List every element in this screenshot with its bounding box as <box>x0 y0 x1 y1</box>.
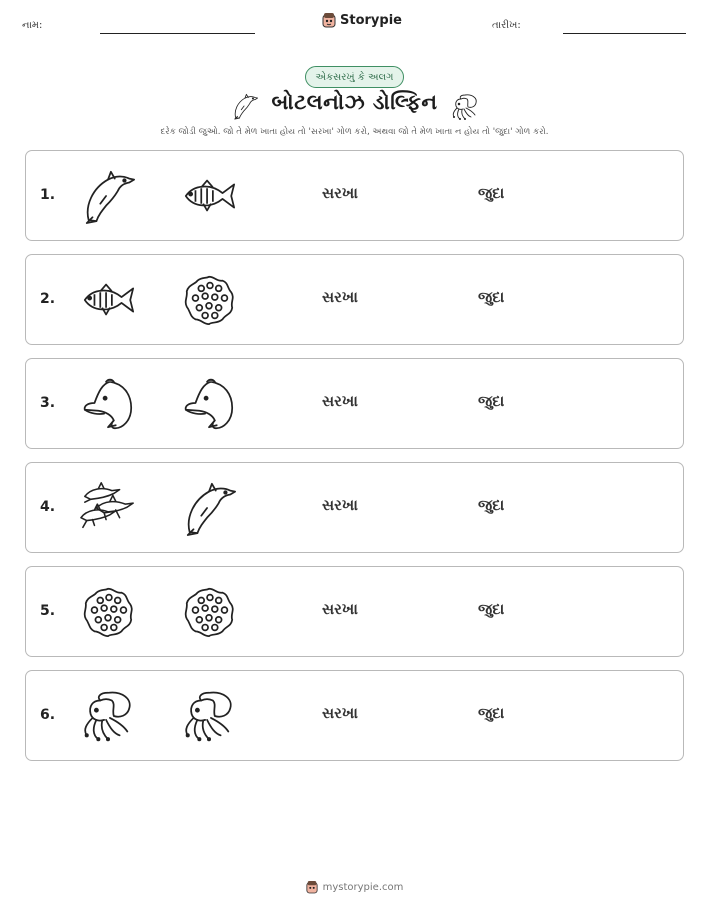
dolphin-head-icon <box>180 375 238 433</box>
name-field[interactable] <box>100 33 255 34</box>
title-row <box>0 90 709 124</box>
activity-type-badge: એકસરખું કે અલગ <box>305 66 404 88</box>
brand-name: Storypie <box>340 12 402 28</box>
octopus-icon <box>79 687 137 745</box>
question-row-3 <box>25 358 684 449</box>
storypie-mascot-icon <box>306 880 318 894</box>
question-number: 2. <box>40 291 56 307</box>
different-option[interactable]: જુદા <box>478 704 505 722</box>
question-number: 5. <box>40 603 56 619</box>
date-label: તારીખ: <box>492 20 521 31</box>
coral-icon <box>180 583 238 641</box>
question-row-4 <box>25 462 684 553</box>
question-row-6 <box>25 670 684 761</box>
footer-url[interactable]: mystorypie.com <box>322 881 404 893</box>
question-number: 3. <box>40 395 56 411</box>
different-option[interactable]: જુદા <box>478 496 505 514</box>
dolphin-head-icon <box>79 375 137 433</box>
name-label: નામ: <box>22 20 43 31</box>
same-option[interactable]: સરખા <box>322 288 358 306</box>
coral-icon <box>79 583 137 641</box>
question-number: 1. <box>40 187 56 203</box>
question-number: 6. <box>40 707 56 723</box>
date-field[interactable] <box>563 33 686 34</box>
same-option[interactable]: સરખા <box>322 392 358 410</box>
octopus-title-icon <box>450 92 480 122</box>
question-number: 4. <box>40 499 56 515</box>
dolphin-jumping-icon <box>79 167 137 225</box>
storypie-mascot-icon <box>322 12 336 28</box>
instructions: દરેક જોડી જુઓ. જો તે મેળ ખાતા હોય તો 'સરખા' ગોળ કરો, અથવા જો તે મેળ ખાતા ન હોય તો 'જુદા' ગોળ કરો. <box>160 127 549 137</box>
dolphin-jumping-icon <box>180 479 238 537</box>
question-row-5 <box>25 566 684 657</box>
question-row-1 <box>25 150 684 241</box>
same-option[interactable]: સરખા <box>322 704 358 722</box>
same-option[interactable]: સરખા <box>322 600 358 618</box>
different-option[interactable]: જુદા <box>478 288 505 306</box>
fish-icon <box>79 271 137 329</box>
brand-logo <box>322 12 402 28</box>
same-option[interactable]: સરખા <box>322 184 358 202</box>
fish-icon <box>180 167 238 225</box>
octopus-icon <box>180 687 238 745</box>
different-option[interactable]: જુદા <box>478 600 505 618</box>
dolphin-pod-icon <box>79 479 137 537</box>
different-option[interactable]: જુદા <box>478 392 505 410</box>
page-title: બોટલનોઝ ડોલ્ફિન <box>271 90 438 114</box>
same-option[interactable]: સરખા <box>322 496 358 514</box>
different-option[interactable]: જુદા <box>478 184 505 202</box>
coral-icon <box>180 271 238 329</box>
question-row-2 <box>25 254 684 345</box>
footer <box>0 880 709 894</box>
